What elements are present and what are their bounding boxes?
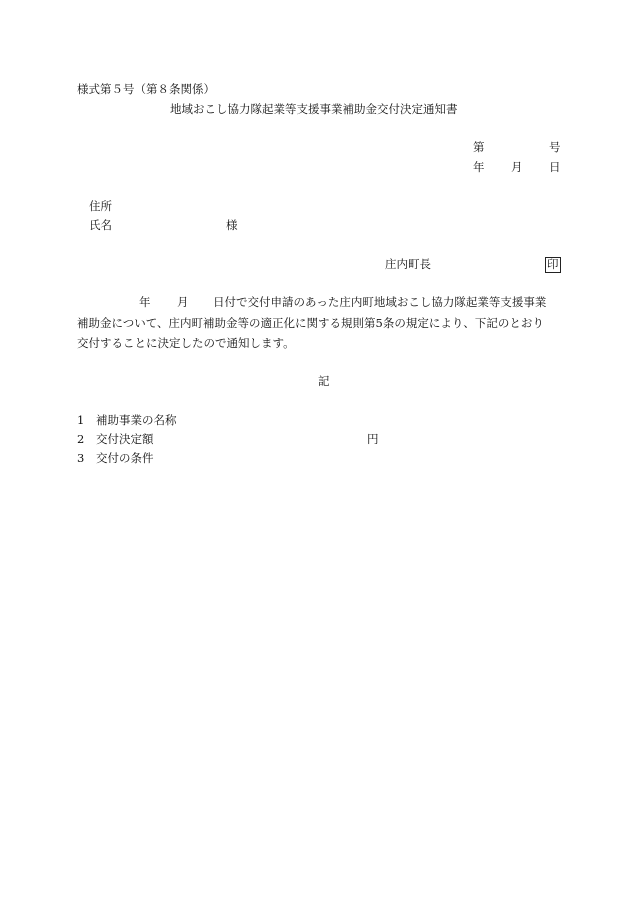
item-3-number: 3 [77,451,85,465]
item-2-yen: 円 [367,432,379,446]
item-2-number: 2 [77,432,85,446]
item-2-label: 交付決定額 [96,432,154,446]
item-1-number: 1 [77,413,85,427]
item-1-label: 補助事業の名称 [96,413,177,427]
document-number-dai: 第 [473,140,485,154]
body-year: 年 [139,295,151,309]
body-month: 月 [177,295,189,309]
name-label: 氏名 [89,218,112,232]
issuer-title: 庄内町長 [385,257,431,271]
body-line-2: 補助金について、庄内町補助金等の適正化に関する規則第5条の規定により、下記のとおり [77,316,544,330]
seal-mark: 印 [547,257,559,271]
body-line-3: 交付することに決定したので通知します。 [77,336,295,350]
honorific: 様 [226,218,238,232]
ki-heading: 記 [318,374,330,388]
form-label: 様式第５号（第８条関係） [77,82,215,96]
date-day: 日 [549,160,561,174]
document-number-go: 号 [549,140,561,154]
item-3-label: 交付の条件 [96,451,154,465]
body-line-1: 日付で交付申請のあった庄内町地域おこし協力隊起業等支援事業 [213,295,547,309]
date-year: 年 [473,160,485,174]
date-month: 月 [511,160,523,174]
document-title: 地域おこし協力隊起業等支援事業補助金交付決定通知書 [170,102,458,116]
address-label: 住所 [89,199,112,213]
